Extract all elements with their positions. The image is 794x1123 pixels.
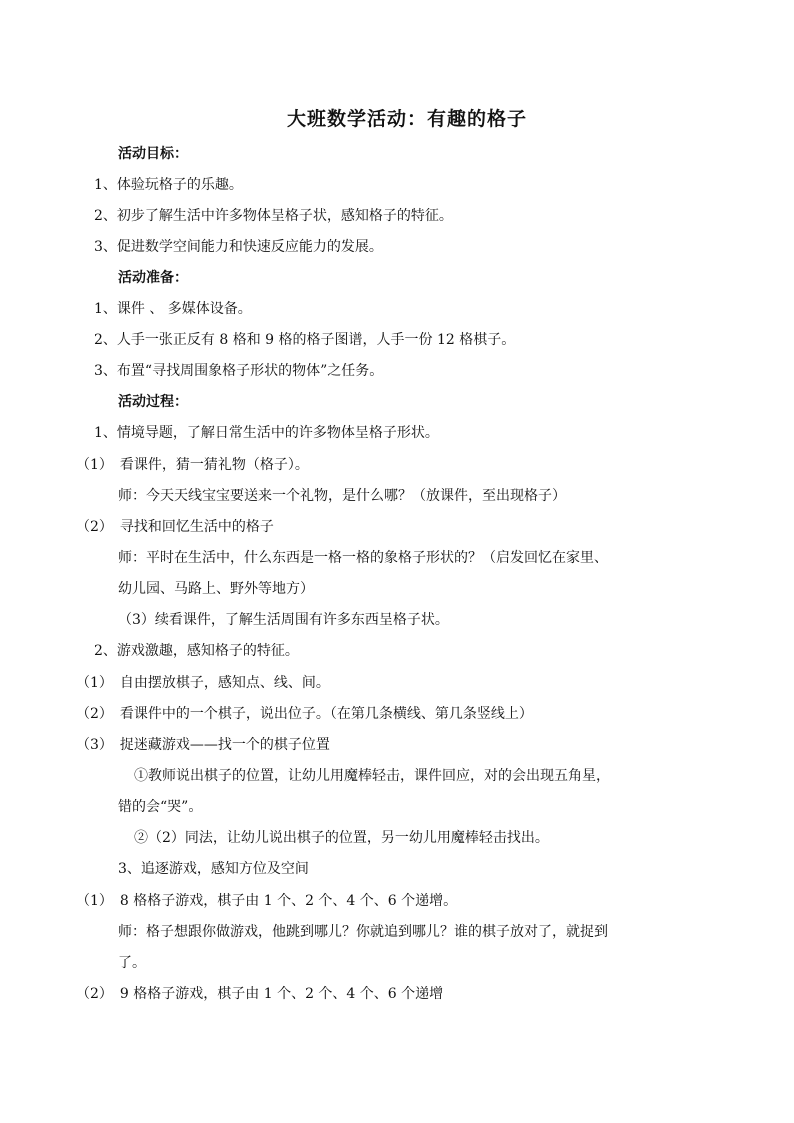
paragraph-line: 1、体验玩格子的乐趣。 xyxy=(94,177,243,193)
paragraph-line: 3、追逐游戏，感知方位及空间 xyxy=(118,861,309,877)
paragraph-line: （3）续看课件，了解生活周围有许多东西呈格子状。 xyxy=(118,612,449,628)
section-heading-goals: 活动目标： xyxy=(118,146,188,162)
paragraph-line: 师：平时在生活中，什么东西是一格一格的象格子形状的？（启发回忆在家里、 xyxy=(118,550,608,566)
paragraph-line: （2） 9 格格子游戏，棋子由 1 个、2 个、4 个、6 个递增 xyxy=(76,986,444,1002)
paragraph-line: 1、情境导题，了解日常生活中的许多物体呈格子形状。 xyxy=(94,425,439,441)
paragraph-line: 3、促进数学空间能力和快速反应能力的发展。 xyxy=(94,239,383,255)
paragraph-line: 幼儿园、马路上、野外等地方） xyxy=(118,581,314,597)
paragraph-line: （3） 捉迷藏游戏——找一个的棋子位置 xyxy=(76,737,330,753)
paragraph-line: 错的会“哭”。 xyxy=(118,799,203,815)
paragraph-line: 师：格子想跟你做游戏，他跳到哪儿？你就追到哪儿？谁的棋子放对了，就捉到 xyxy=(118,924,608,940)
paragraph-line: 2、人手一张正反有 8 格和 9 格的格子图谱，人手一份 12 格棋子。 xyxy=(94,332,516,348)
section-heading-preparation: 活动准备： xyxy=(118,270,188,286)
paragraph-line: （2） 看课件中的一个棋子，说出位子。（在第几条横线、第几条竖线上） xyxy=(76,706,533,722)
paragraph-line: 2、初步了解生活中许多物体呈格子状，感知格子的特征。 xyxy=(94,208,453,224)
paragraph-line: （1） 看课件，猜一猜礼物（格子）。 xyxy=(76,457,309,473)
paragraph-line: ①教师说出棋子的位置，让幼儿用魔棒轻击，课件回应，对的会出现五角星， xyxy=(134,768,610,784)
paragraph-line: （1） 8 格格子游戏，棋子由 1 个、2 个、4 个、6 个递增。 xyxy=(76,893,458,909)
paragraph-line: 师：今天天线宝宝要送来一个礼物，是什么哪？（放课件，至出现格子） xyxy=(118,488,566,504)
paragraph-line: （2） 寻找和回忆生活中的格子 xyxy=(76,519,274,535)
paragraph-line: 2、游戏激趣，感知格子的特征。 xyxy=(94,643,299,659)
paragraph-line: 了。 xyxy=(118,955,146,971)
section-heading-process: 活动过程： xyxy=(118,394,188,410)
paragraph-line: 1、课件 、 多媒体设备。 xyxy=(94,301,252,317)
paragraph-line: （1） 自由摆放棋子，感知点、线、间。 xyxy=(76,675,330,691)
paragraph-line: 3、布置“寻找周围象格子形状的物体”之任务。 xyxy=(94,363,384,379)
paragraph-line: ②（2）同法，让幼儿说出棋子的位置，另一幼儿用魔棒轻击找出。 xyxy=(134,830,549,846)
document-title: 大班数学活动：有趣的格子 xyxy=(286,108,527,130)
